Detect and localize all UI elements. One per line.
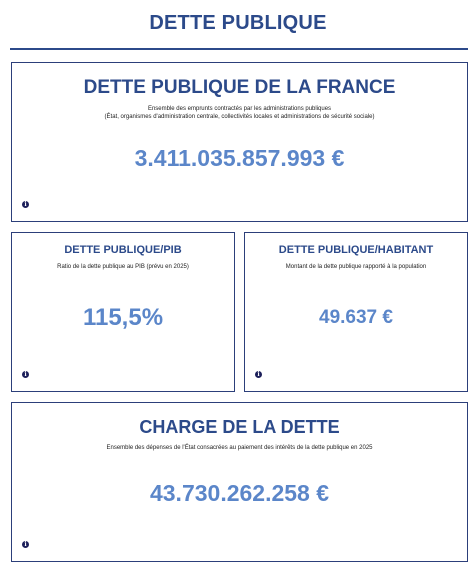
card-charge-dette [11,402,468,562]
card-subtitle: Ratio de la dette publique au PIB (prévu en 2025) [57,264,189,270]
card-title: DETTE PUBLIQUE/PIB [64,244,182,256]
card-subtitle: Montant de la dette publique rapporté à la population [285,264,427,270]
info-icon[interactable]: i [22,371,29,378]
card-subtitle-line2: (État, organismes d'administration centrale, collectivités locales et administrations de sécurité sociale) [104,114,375,120]
card-title: DETTE PUBLIQUE/HABITANT [278,244,434,256]
card-value: 115,5% [82,304,164,331]
card-subtitle-line1: Ensemble des emprunts contractés par les administrations publiques [147,106,332,112]
info-icon[interactable]: i [255,371,262,378]
title-divider [10,48,468,50]
card-value: 49.637 € [319,307,393,328]
card-dette-publique [11,62,468,222]
card-dette-pib [11,232,235,392]
info-icon[interactable]: i [22,201,29,208]
card-value: 43.730.262.258 € [149,480,330,506]
card-subtitle [12,105,467,121]
card-value: 3.411.035.857.993 € [134,145,345,171]
card-title: DETTE PUBLIQUE DE LA FRANCE [83,77,396,98]
info-icon[interactable]: i [22,541,29,548]
card-dette-habitant [244,232,468,392]
page-title: DETTE PUBLIQUE [149,12,327,34]
card-subtitle: Ensemble des dépenses de l'État consacrées au paiement des intérêts de la dette publique en 2025 [106,445,373,451]
card-title: CHARGE DE LA DETTE [139,417,340,437]
